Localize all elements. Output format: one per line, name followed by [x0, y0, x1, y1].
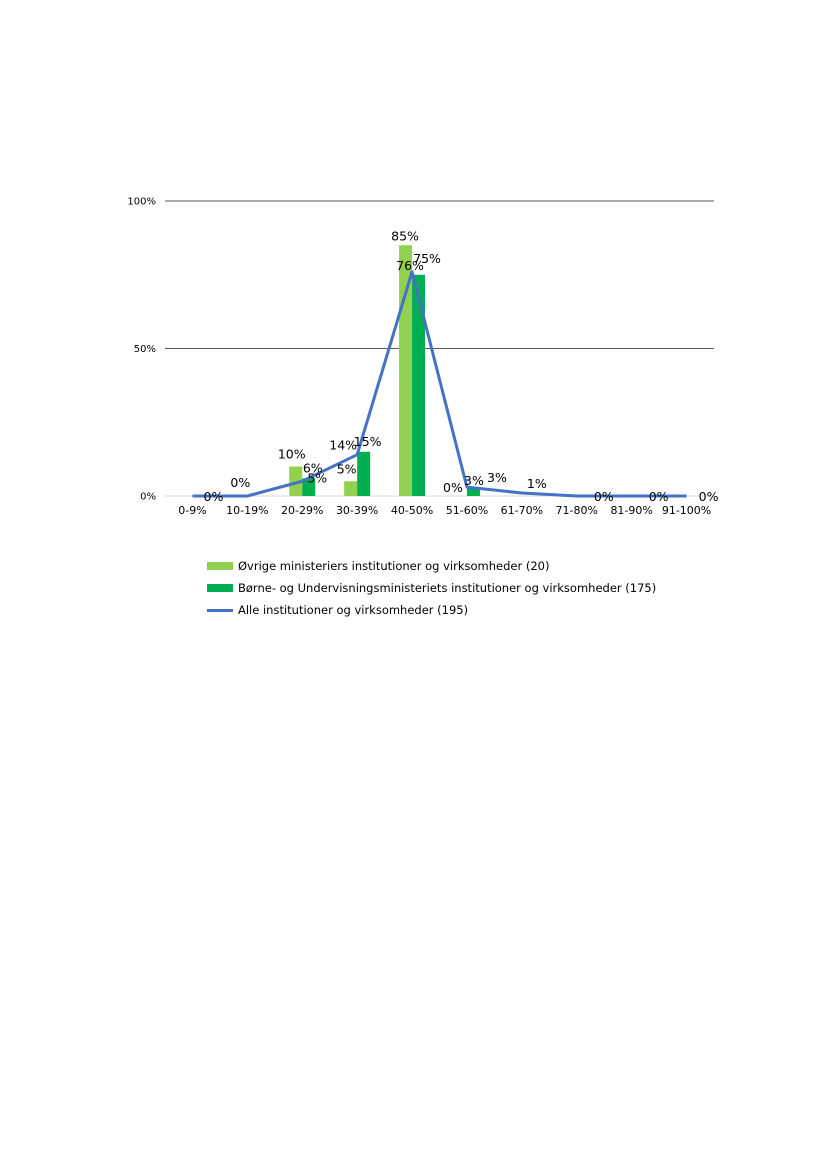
x-tick-label: 0-9% — [178, 504, 207, 517]
legend — [207, 555, 656, 621]
gridlines — [165, 201, 714, 496]
x-tick-label: 10-19% — [226, 504, 269, 517]
bar-data-label: 5% — [336, 461, 357, 477]
legend-item-borne — [207, 577, 656, 599]
legend-label-ovrige: Øvrige ministeriers institutioner og virksomheder (20) — [238, 559, 550, 573]
legend-item-alle — [207, 599, 656, 621]
x-tick-label: 71-80% — [555, 504, 598, 517]
x-tick-label: 20-29% — [281, 504, 324, 517]
x-tick-label: 61-70% — [500, 504, 544, 517]
legend-swatch-alle — [207, 609, 233, 612]
legend-label-alle: Alle institutioner og virksomheder (195) — [238, 603, 469, 617]
bar-data-label: 15% — [353, 433, 382, 449]
line-data-label: 0% — [648, 489, 669, 504]
bar-data-label: 3% — [487, 470, 507, 485]
line-data-label: 0% — [593, 489, 614, 504]
line-data-label: 1% — [526, 476, 547, 492]
bar-data-label: 10% — [277, 446, 306, 462]
line-data-label: 3% — [464, 473, 484, 489]
line-data-label: 76% — [396, 257, 424, 273]
line-data-label: 0% — [698, 489, 719, 504]
legend-swatch-borne — [207, 584, 233, 592]
legend-label-borne: Børne- og Undervisningsministeriets institutioner og virksomheder (175) — [238, 581, 657, 595]
x-tick-label: 91-100% — [661, 504, 712, 517]
bar — [357, 452, 370, 496]
bar-data-label: 6% — [302, 460, 323, 476]
bars — [289, 245, 480, 496]
x-tick-label: 30-39% — [335, 504, 379, 517]
line-series — [192, 272, 686, 496]
bar-data-label: 0% — [443, 480, 463, 495]
y-tick-label: 0% — [140, 491, 156, 503]
x-axis — [178, 504, 711, 517]
legend-swatch-ovrige — [207, 562, 233, 570]
y-axis — [127, 197, 156, 503]
x-tick-label: 51-60% — [445, 504, 489, 517]
bar-data-label: 85% — [391, 228, 419, 244]
bar — [412, 275, 425, 496]
bar — [344, 481, 357, 496]
line-data-label: 0% — [230, 475, 251, 490]
line-data-label: 5% — [307, 470, 328, 486]
legend-item-ovrige — [207, 555, 656, 577]
x-tick-label: 40-50% — [390, 504, 434, 517]
y-tick-label: 100% — [127, 196, 156, 208]
line-data-label: 14% — [329, 437, 358, 453]
line-path — [192, 272, 686, 496]
y-tick-label: 50% — [133, 344, 156, 355]
x-tick-label: 81-90% — [610, 504, 653, 517]
line-data-label: 0% — [203, 489, 224, 504]
bar-data-label: 75% — [413, 250, 441, 266]
